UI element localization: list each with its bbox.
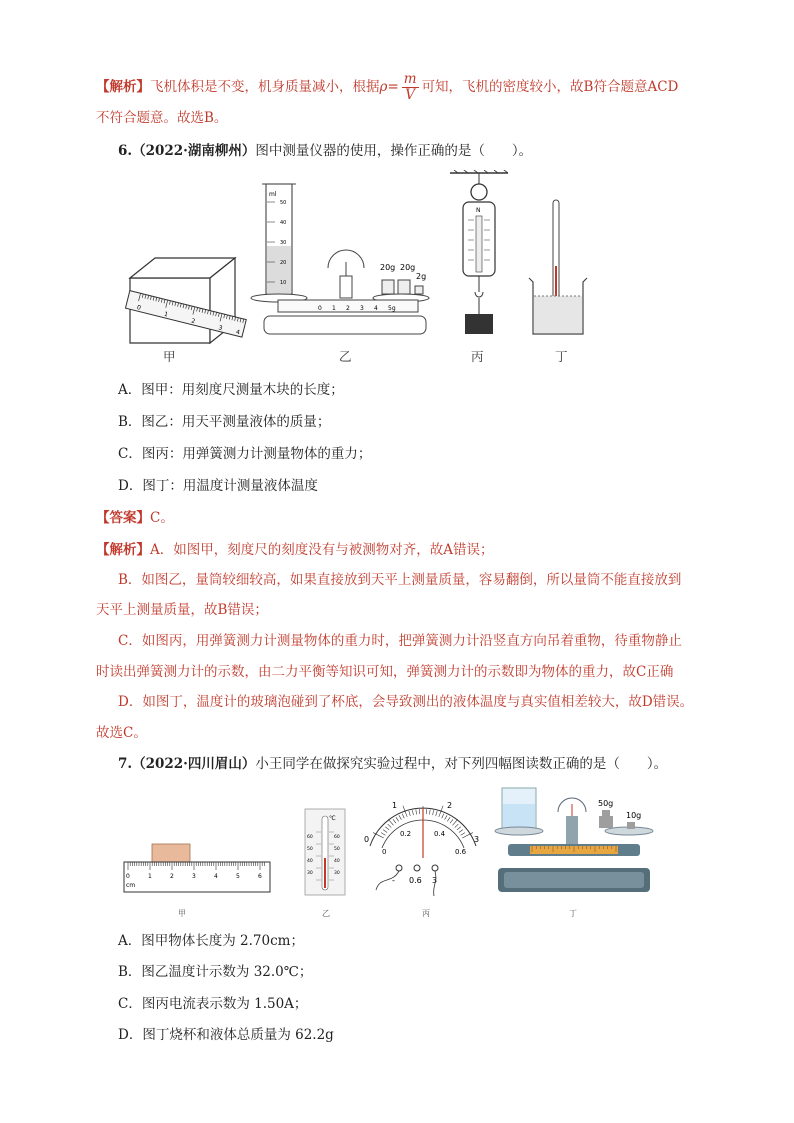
figure7-jia-ruler bbox=[122, 840, 274, 896]
ruler-tick-label: 2 bbox=[170, 873, 174, 880]
thermometer-tick: 40 bbox=[334, 859, 340, 864]
q6-stem bbox=[118, 141, 532, 161]
figure-label-jia: 甲 bbox=[163, 349, 176, 364]
fraction-numerator: m bbox=[403, 71, 417, 87]
analysis-text: 可知，飞机的密度较小，故B符合题意ACD bbox=[421, 79, 679, 95]
figure7-label-ding: 丁 bbox=[569, 909, 577, 918]
thermometer-tick: 30 bbox=[307, 871, 313, 876]
ammeter-inner-label: 0.6 bbox=[455, 848, 467, 856]
figure7-label-bing: 丙 bbox=[422, 909, 430, 918]
q6-analysis-line4: C．如图丙，用弹簧测力计测量物体的重力时，把弹簧测力计沿竖直方向吊着重物，待重物静止 bbox=[118, 633, 682, 649]
ammeter-terminal-label: - bbox=[392, 876, 395, 885]
q7-option-c: C．图丙电流表示数为 1.50A； bbox=[118, 996, 308, 1012]
cylinder-tick: 10 bbox=[280, 280, 287, 286]
balance-scale-label: 4 bbox=[374, 305, 378, 312]
weight-label: 20g bbox=[400, 263, 416, 272]
weight-label: 2g bbox=[416, 272, 427, 281]
ammeter-inner-label: 0.2 bbox=[400, 830, 412, 838]
question-source: （2022·湖南柳州） bbox=[132, 143, 256, 159]
density-fraction bbox=[402, 72, 419, 103]
ruler-tick-label: 1 bbox=[163, 310, 169, 319]
cylinder-unit: ml bbox=[269, 191, 277, 198]
cylinder-tick: 20 bbox=[280, 260, 287, 266]
ruler-tick-label: 4 bbox=[214, 873, 218, 880]
ruler-tick-label: 1 bbox=[148, 873, 152, 880]
q7-option-a: A．图甲物体长度为 2.70cm； bbox=[118, 933, 304, 949]
q7-option-d: D．图丁烧杯和液体总质量为 62.2g bbox=[118, 1027, 334, 1043]
figure7-label-yi: 乙 bbox=[322, 909, 330, 918]
thermometer-tick: 30 bbox=[334, 871, 340, 876]
ammeter-inner-label: 0.4 bbox=[434, 830, 446, 838]
q6-option-b: B．图乙：用天平测量液体的质量； bbox=[118, 414, 331, 430]
balance-scale-label: 1 bbox=[332, 305, 336, 312]
figure-ding-beaker bbox=[525, 196, 591, 338]
figure-label-yi: 乙 bbox=[339, 349, 352, 364]
q6-analysis-line5: 时读出弹簧测力计的示数，由二力平衡等知识可知，弹簧测力计的示数即为物体的重力，故C正确 bbox=[96, 664, 674, 680]
thermometer-tick: 60 bbox=[334, 835, 340, 840]
analysis-tag: 【解析】 bbox=[96, 79, 150, 95]
balance-scale-label: 3 bbox=[360, 305, 364, 312]
question-source: （2022·四川眉山） bbox=[132, 756, 256, 772]
q6-option-c: C．图丙：用弹簧测力计测量物体的重力； bbox=[118, 446, 372, 462]
figure-yi-balance bbox=[248, 176, 440, 342]
weight-label: 20g bbox=[380, 263, 396, 272]
q6-analysis-line6: D．如图丁，温度计的玻璃泡碰到了杯底，会导致测出的液体温度与真实值相差较大，故D错误。 bbox=[118, 694, 694, 710]
question-stem: 小王同学在做探究实验过程中，对下列四幅图读数正确的是（ ）。 bbox=[255, 756, 668, 772]
balance-scale-label: 5g bbox=[388, 305, 396, 312]
ruler-tick-label: 4 bbox=[235, 328, 241, 337]
ammeter-inner-label: 0 bbox=[382, 848, 387, 856]
q6-analysis-line1 bbox=[96, 540, 494, 560]
ruler-tick-label: 0 bbox=[126, 873, 130, 880]
thermometer-tick: 60 bbox=[307, 835, 313, 840]
ammeter-outer-label: 3 bbox=[474, 835, 480, 844]
answer-tag: 【答案】 bbox=[96, 510, 150, 526]
figure7-ding-balance bbox=[494, 786, 654, 896]
figure-label-bing: 丙 bbox=[471, 349, 484, 364]
ammeter-outer-label: 2 bbox=[447, 801, 453, 810]
thermometer-tick: 50 bbox=[334, 847, 340, 852]
q5-analysis-line1 bbox=[96, 72, 678, 103]
cylinder-tick: 50 bbox=[280, 200, 287, 206]
ammeter-outer-label: 0 bbox=[364, 835, 370, 844]
figure-label-ding: 丁 bbox=[555, 349, 568, 364]
q6-analysis-line7: 故选C。 bbox=[96, 725, 147, 741]
weight-label: 10g bbox=[626, 811, 642, 820]
figure7-yi-thermometer bbox=[304, 808, 346, 896]
q6-analysis-line2: B．如图乙，量筒较细较高，如果直接放到天平上测量质量，容易翻倒，所以量筒不能直接放到 bbox=[118, 572, 682, 588]
ruler-unit: cm bbox=[126, 882, 136, 889]
ruler-tick-label: 3 bbox=[192, 873, 196, 880]
answer-text: C。 bbox=[150, 510, 174, 526]
figure-jia-ruler-block bbox=[120, 228, 250, 346]
question-number: 7. bbox=[118, 756, 133, 772]
ruler-tick-label: 2 bbox=[190, 317, 196, 326]
ruler-tick-label: 0 bbox=[136, 303, 142, 312]
balance-scale-label: 0 bbox=[318, 305, 322, 312]
rho-symbol: ρ bbox=[379, 79, 388, 95]
thermometer-tick: 50 bbox=[307, 847, 313, 852]
equals-sign: = bbox=[387, 79, 399, 95]
figure7-label-jia: 甲 bbox=[178, 909, 186, 918]
figure7-bing-ammeter bbox=[362, 798, 484, 898]
ruler-tick-label: 3 bbox=[217, 324, 224, 333]
spring-scale-unit: N bbox=[476, 207, 481, 214]
question-stem: 图中测量仪器的使用，操作正确的是（ ）。 bbox=[255, 143, 533, 159]
ruler-tick-label: 6 bbox=[258, 873, 262, 880]
thermometer-unit: ℃ bbox=[329, 815, 336, 822]
q7-stem bbox=[118, 754, 667, 774]
ammeter-terminal-label: 0.6 bbox=[409, 876, 422, 885]
q5-analysis-line2: 不符合题意。故选B。 bbox=[96, 110, 228, 126]
weight-label: 50g bbox=[598, 799, 614, 808]
cylinder-tick: 40 bbox=[280, 220, 287, 226]
q6-answer bbox=[96, 508, 174, 528]
q6-option-a: A．图甲：用刻度尺测量木块的长度； bbox=[118, 382, 344, 398]
thermometer-tick: 40 bbox=[307, 859, 313, 864]
cylinder-tick: 30 bbox=[280, 240, 287, 246]
q7-option-b: B．图乙温度计示数为 32.0℃； bbox=[118, 964, 313, 980]
q6-analysis-line3: 天平上测量质量，故B错误； bbox=[96, 602, 268, 618]
ruler-tick-label: 5 bbox=[236, 873, 240, 880]
analysis-text: 飞机体积是不变，机身质量减小，根据 bbox=[150, 79, 380, 95]
analysis-tag: 【解析】 bbox=[96, 542, 150, 558]
q6-option-d: D．图丁：用温度计测量液体温度 bbox=[118, 478, 318, 494]
balance-scale-label: 2 bbox=[346, 305, 350, 312]
question-number: 6. bbox=[118, 143, 133, 159]
fraction-denominator: V bbox=[405, 87, 416, 103]
ammeter-outer-label: 1 bbox=[392, 801, 398, 810]
figure-bing-spring-scale bbox=[448, 170, 510, 340]
ammeter-terminal-label: 3 bbox=[432, 876, 438, 885]
analysis-text: A．如图甲，刻度尺的刻度没有与被测物对齐，故A错误； bbox=[150, 542, 494, 558]
